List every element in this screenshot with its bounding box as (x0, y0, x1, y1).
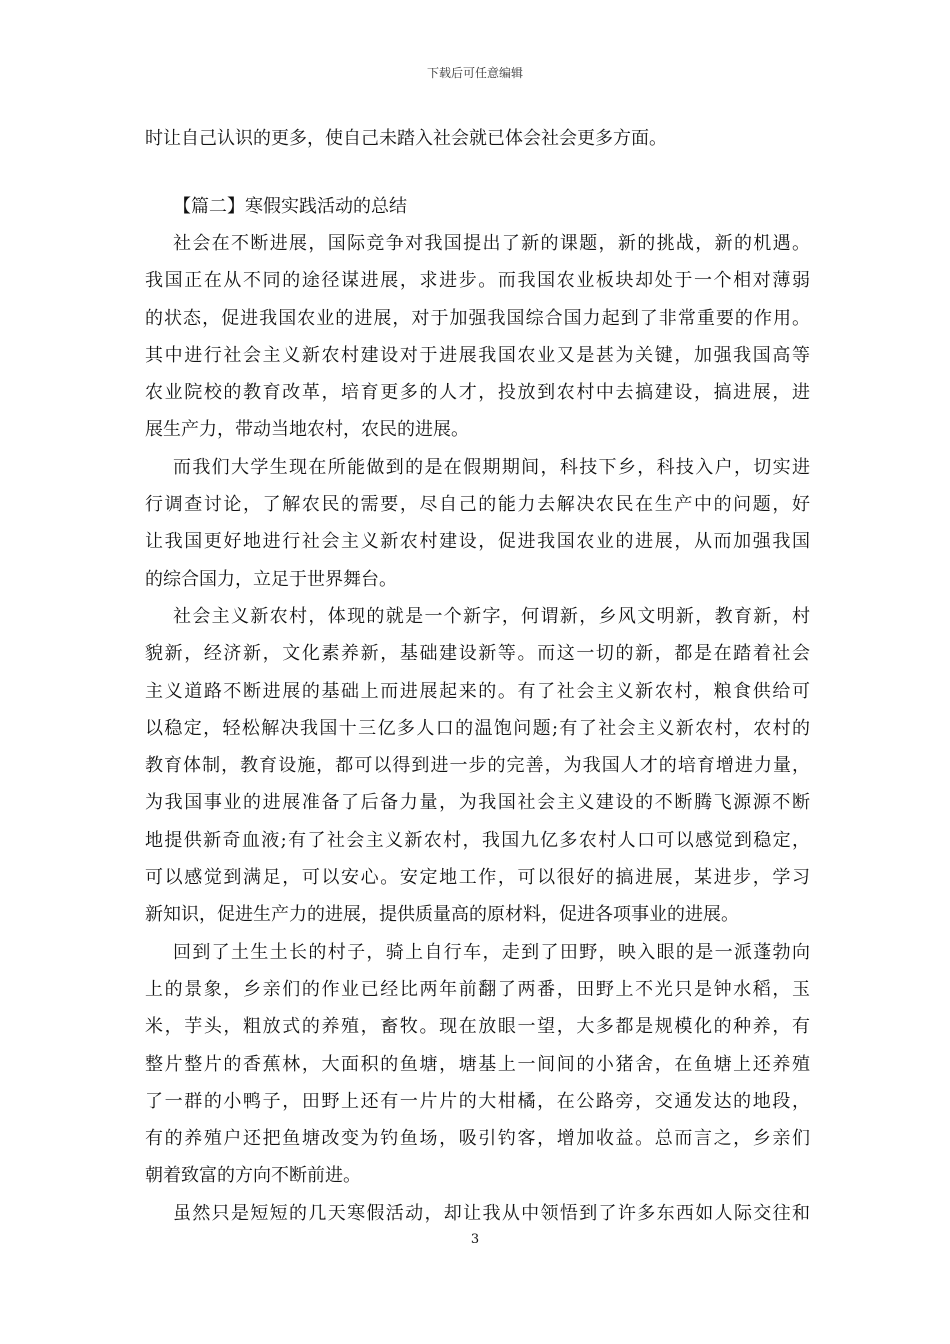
text-line: 米，芋头，粗放式的养殖，畜牧。现在放眼一望，大多都是规模化的种养，有 (145, 1016, 810, 1038)
text-line: 农业院校的教育改革，培育更多的人才，投放到农村中去搞建设，搞进展，进 (145, 382, 810, 404)
text-line: 我国正在从不同的途径谋进展，求进步。而我国农业板块却处于一个相对薄弱 (145, 270, 810, 292)
text-line: 了一群的小鸭子，田野上还有一片片的大柑橘，在公路旁，交通发达的地段， (145, 1090, 810, 1112)
text-line: 时让自己认识的更多，使自己未踏入社会就已体会社会更多方面。 (145, 128, 667, 149)
text-line: 而我们大学生现在所能做到的是在假期期间，科技下乡，科技入户，切实进 (173, 456, 810, 478)
text-line: 其中进行社会主义新农村建设对于进展我国农业又是甚为关键，加强我国高等 (145, 344, 810, 366)
text-line: 教育体制，教育设施，都可以得到进一步的完善，为我国人才的培育增进力量， (145, 755, 810, 777)
text-line: 回到了土生土长的村子，骑上自行车，走到了田野，映入眼的是一派蓬勃向 (173, 941, 810, 963)
text-line: 展生产力，带动当地农村，农民的进展。 (145, 419, 469, 441)
text-line: 虽然只是短短的几天寒假活动，却让我从中领悟到了许多东西如人际交往和 (173, 1202, 810, 1224)
text-line: 行调查讨论，了解农民的需要，尽自己的能力去解决农民在生产中的问题，好 (145, 494, 810, 516)
text-line: 有的养殖户还把鱼塘改变为钓鱼场，吸引钓客，增加收益。总而言之，乡亲们 (145, 1128, 810, 1150)
page-number: 3 (470, 1232, 480, 1247)
text-line: 可以感觉到满足，可以安心。安定地工作，可以很好的搞进展，某进步，学习 (145, 867, 810, 889)
text-line: 社会在不断进展，国际竞争对我国提出了新的课题，新的挑战，新的机遇。 (173, 233, 810, 254)
text-line: 让我国更好地进行社会主义新农村建设，促进我国农业的进展，从而加强我国 (145, 531, 810, 553)
text-line: 整片整片的香蕉林，大面积的鱼塘，塘基上一间间的小猪舍，在鱼塘上还养殖 (145, 1053, 810, 1075)
text-line: 为我国事业的进展准备了后备力量，为我国社会主义建设的不断腾飞源源不断 (145, 792, 810, 814)
text-line: 朝着致富的方向不断前进。 (145, 1165, 361, 1187)
text-line: 社会主义新农村，体现的就是一个新字，何谓新，乡风文明新，教育新，村 (173, 605, 810, 627)
text-line: 以稳定，轻松解决我国十三亿多人口的温饱问题;有了社会主义新农村，农村的 (145, 717, 810, 739)
text-line: 上的景象，乡亲们的作业已经比两年前翻了两番，田野上不光只是钟水稻，玉 (145, 978, 810, 1000)
text-line: 貌新，经济新，文化素养新，基础建设新等。而这一切的新，都是在踏着社会 (145, 643, 810, 665)
text-line: 新知识，促进生产力的进展，提供质量高的原材料，促进各项事业的进展。 (145, 904, 739, 926)
continuation-paragraph (145, 120, 810, 157)
text-line: 的综合国力，立足于世界舞台。 (145, 568, 397, 590)
text-line: 地提供新奇血液;有了社会主义新农村，我国九亿多农村人口可以感觉到稳定， (145, 829, 810, 851)
document-body (145, 225, 810, 1232)
text-line: 主义道路不断进展的基础上而进展起来的。有了社会主义新农村，粮食供给可 (145, 680, 810, 702)
page-header: 下载后可任意编辑 (426, 66, 523, 80)
text-line: 的状态，促进我国农业的进展，对于加强我国综合国力起到了非常重要的作用。 (145, 307, 810, 329)
section-heading: 【篇二】寒假实践活动的总结 (173, 196, 407, 217)
